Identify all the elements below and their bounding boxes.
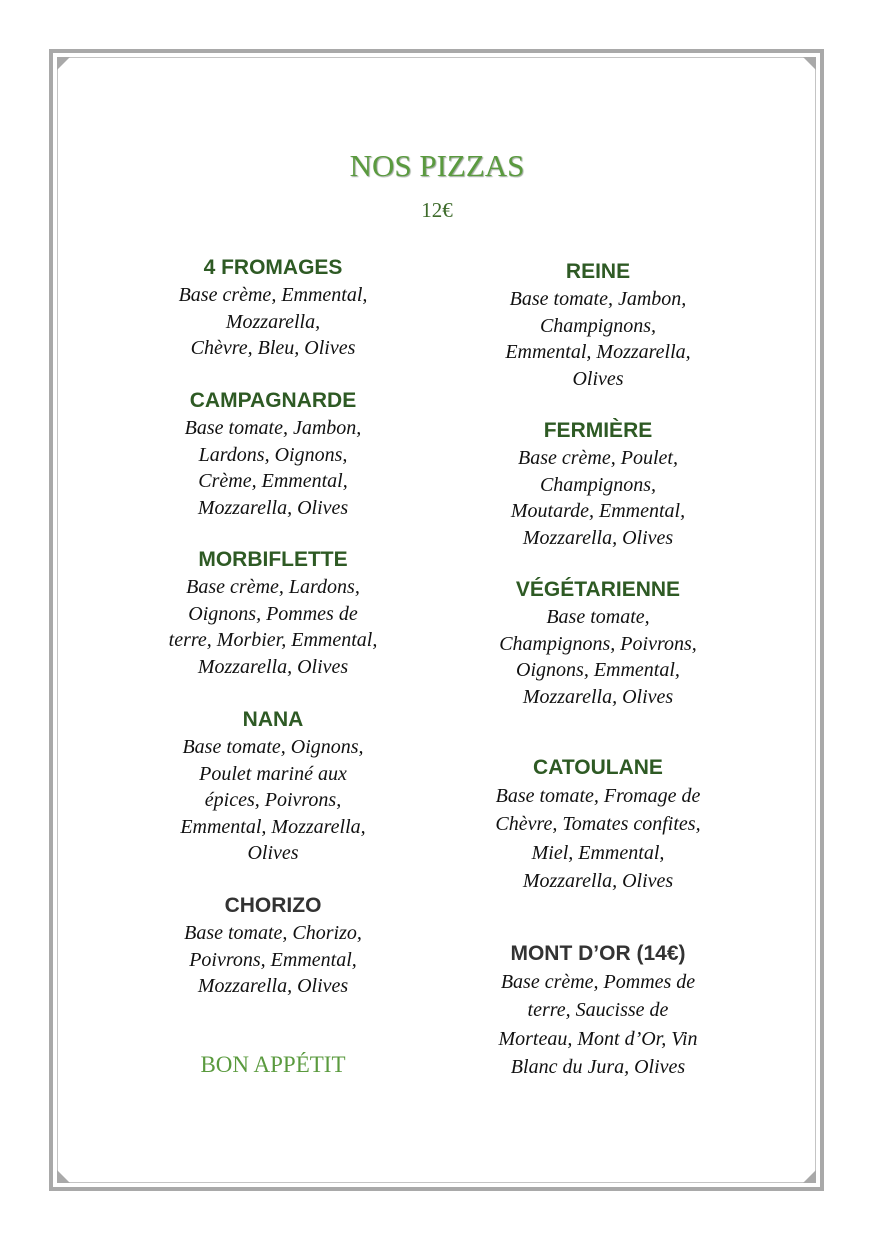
pizza-name: VÉGÉTARIENNE <box>515 578 681 601</box>
pizza-item-morbiflette <box>133 546 413 680</box>
pizza-name: CATOULANE <box>533 756 663 779</box>
pizza-item-nana <box>133 706 413 867</box>
pizza-ingredients: Base tomate, Jambon, Champignons, Emmental, Mozzarella, Olives <box>505 288 691 390</box>
pizza-ingredients: Base tomate, Oignons, Poulet mariné aux épices, Poivrons, Emmental, Mozzarella, Olives <box>180 736 366 864</box>
pizza-ingredients: Base tomate, Chorizo, Poivrons, Emmental, Mozzarella, Olives <box>184 922 362 997</box>
pizza-item-catoulane <box>458 754 738 895</box>
pizza-name: CHORIZO <box>224 894 322 917</box>
pizza-name: FERMIÈRE <box>543 419 653 442</box>
pizza-ingredients: Base crème, Emmental, Mozzarella, Chèvre, Bleu, Olives <box>178 284 368 359</box>
pizza-item-fermiere <box>458 417 738 551</box>
pizza-name: REINE <box>565 260 631 283</box>
pizza-item-vegetarienne <box>458 576 738 710</box>
pizza-ingredients: Base crème, Pommes de terre, Saucisse de Morteau, Mont d’Or, Vin Blanc du Jura, Olives <box>498 971 698 1078</box>
pizza-ingredients: Base tomate, Champignons, Poivrons, Oignons, Emmental, Mozzarella, Olives <box>499 606 697 708</box>
pizza-ingredients: Base crème, Lardons, Oignons, Pommes de terre, Morbier, Emmental, Mozzarella, Olives <box>168 576 378 678</box>
closing-greeting: BON APPÉTIT <box>200 1052 346 1077</box>
pizza-name: MORBIFLETTE <box>198 548 348 571</box>
pizza-item-4-fromages <box>133 254 413 362</box>
corner-ornament-bottom-left <box>57 1170 70 1183</box>
corner-ornament-bottom-right <box>803 1170 816 1183</box>
corner-ornament-top-right <box>803 57 816 70</box>
pizza-item-reine <box>458 258 738 392</box>
pizza-ingredients: Base crème, Poulet, Champignons, Moutarde, Emmental, Mozzarella, Olives <box>510 447 686 549</box>
menu-title: NOS PIZZAS <box>349 148 525 183</box>
pizza-name: NANA <box>242 708 304 731</box>
pizza-item-chorizo <box>133 892 413 1000</box>
menu-price: 12€ <box>421 198 453 222</box>
pizza-name: MONT D’OR (14€) <box>510 942 686 965</box>
pizza-name: CAMPAGNARDE <box>189 389 357 412</box>
pizza-item-mont-dor <box>458 940 738 1081</box>
pizza-ingredients: Base tomate, Fromage de Chèvre, Tomates confites, Miel, Emmental, Mozzarella, Olives <box>495 785 701 892</box>
pizza-item-campagnarde <box>133 387 413 521</box>
pizza-name: 4 FROMAGES <box>203 256 343 279</box>
pizza-ingredients: Base tomate, Jambon, Lardons, Oignons, Crème, Emmental, Mozzarella, Olives <box>184 417 362 519</box>
corner-ornament-top-left <box>57 57 70 70</box>
